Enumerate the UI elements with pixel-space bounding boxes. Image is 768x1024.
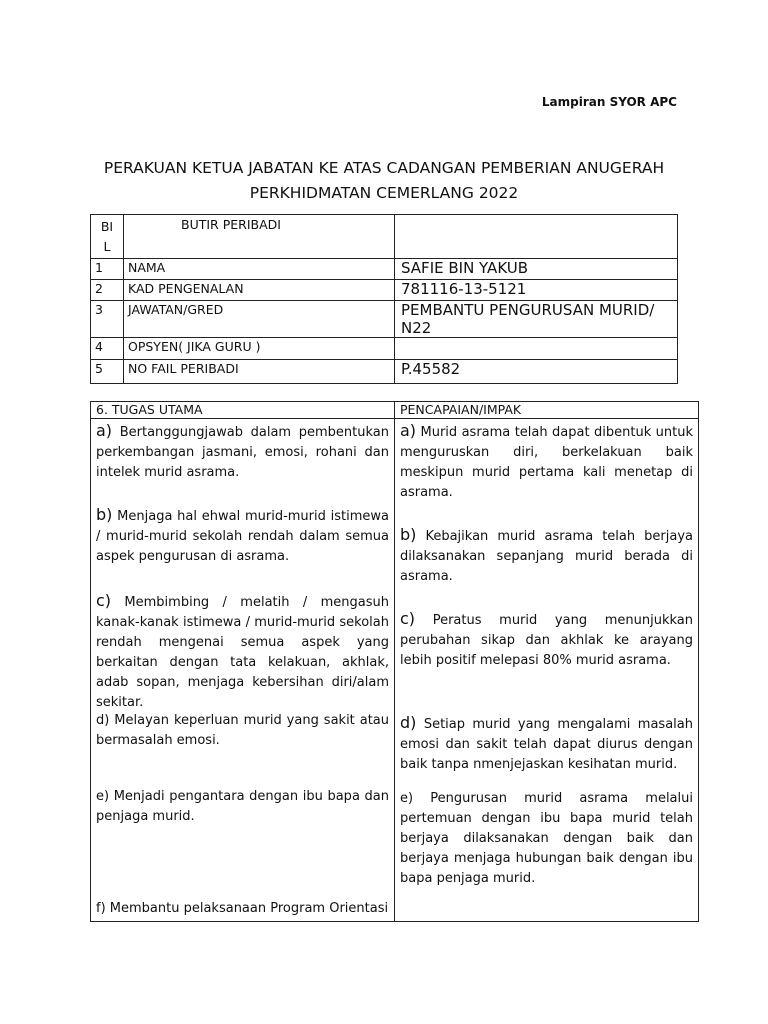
pencapaian-item — [400, 421, 693, 525]
bil-header — [91, 215, 124, 259]
butir-peribadi-table — [90, 214, 678, 384]
pencapaian-item — [400, 525, 693, 609]
bil-header-line-2: L — [103, 239, 111, 254]
item-text: Melayan keperluan murid yang sakit atau bermasalah emosi. — [96, 713, 389, 748]
value-header — [395, 215, 678, 259]
lampiran-label: Lampiran SYOR APC — [541, 95, 677, 109]
row-number: 5 — [91, 360, 124, 384]
item-text: Membantu pelaksanaan Program Orientasi — [109, 901, 389, 916]
tugas-item — [96, 899, 389, 919]
table-row — [91, 259, 678, 280]
pencapaian-item — [400, 713, 693, 789]
document-title — [90, 156, 678, 206]
item-letter: a) — [400, 421, 417, 440]
item-text: Bertanggungjawab dalam pembentukan perkembangan jasmani, emosi, rohani dan intelek murid asrama. — [96, 425, 389, 480]
item-text: Peratus murid yang menunjukkan perubahan sikap dan akhlak ke arayang lebih positif melepasi 80% murid asrama. — [400, 613, 693, 668]
butir-header: BUTIR PERIBADI — [124, 215, 395, 259]
bil-header-line-1: BI — [100, 219, 114, 234]
item-letter: a) — [96, 421, 113, 440]
row-label: OPSYEN( JIKA GURU ) — [124, 338, 395, 360]
item-letter: f) — [96, 901, 106, 916]
row-number: 4 — [91, 338, 124, 360]
tugas-item — [96, 591, 389, 711]
item-text: Kebajikan murid asrama telah berjaya dilaksanakan sepanjang murid berada di asrama. — [400, 529, 693, 584]
title-line-1: PERAKUAN KETUA JABATAN KE ATAS CADANGAN PEMBERIAN ANUGERAH — [103, 159, 665, 177]
item-text: Menjadi pengantara dengan ibu bapa dan penjaga murid. — [96, 789, 389, 824]
tugas-item — [96, 787, 389, 899]
item-letter: e) — [400, 791, 414, 806]
tugas-utama-table — [90, 401, 699, 922]
table-row — [91, 360, 678, 384]
row-value: SAFIE BIN YAKUB — [395, 259, 678, 280]
row-label: NAMA — [124, 259, 395, 280]
row-label: JAWATAN/GRED — [124, 301, 395, 338]
item-text: Setiap murid yang mengalami masalah emosi dan sakit telah dapat diurus dengan baik tanpa nmenjejaskan kesihatan murid. — [400, 717, 693, 772]
pencapaian-item — [400, 789, 693, 889]
tugas-item — [96, 711, 389, 787]
item-letter: c) — [400, 609, 416, 628]
table-row — [91, 301, 678, 338]
row-value — [395, 338, 678, 360]
row-value: PEMBANTU PENGURUSAN MURID/ N22 — [395, 301, 678, 338]
table-header-row — [91, 402, 699, 419]
tugas-column — [91, 419, 395, 922]
item-letter: d) — [96, 713, 110, 728]
row-label: NO FAIL PERIBADI — [124, 360, 395, 384]
table-row — [91, 419, 699, 922]
item-text: Membimbing / melatih / mengasuh kanak-kanak istimewa / murid-murid sekolah rendah mengenai semua aspek yang berkaitan dengan tata kelakuan, akhlak, adab sopan, menjaga kebersihan diri/alam sekitar. — [96, 595, 389, 710]
row-value: 781116-13-5121 — [395, 280, 678, 301]
table-row — [91, 280, 678, 301]
row-label: KAD PENGENALAN — [124, 280, 395, 301]
title-line-2: PERKHIDMATAN CEMERLANG 2022 — [249, 184, 519, 202]
item-letter: e) — [96, 789, 110, 804]
tugas-header: 6. TUGAS UTAMA — [91, 402, 395, 419]
pencapaian-column — [395, 419, 699, 922]
tugas-item — [96, 421, 389, 505]
table-header-row — [91, 215, 678, 259]
row-number: 3 — [91, 301, 124, 338]
item-text: Murid asrama telah dapat dibentuk untuk menguruskan diri, berkelakuan baik meskipun murid pertama kali menetap di asrama. — [400, 425, 693, 500]
row-value: P.45582 — [395, 360, 678, 384]
pencapaian-item — [400, 609, 693, 713]
table-row — [91, 338, 678, 360]
row-number: 1 — [91, 259, 124, 280]
pencapaian-header: PENCAPAIAN/IMPAK — [395, 402, 699, 419]
item-letter: b) — [96, 505, 113, 524]
item-letter: b) — [400, 525, 417, 544]
item-letter: c) — [96, 591, 112, 610]
row-number: 2 — [91, 280, 124, 301]
tugas-item — [96, 505, 389, 591]
item-text: Pengurusan murid asrama melalui pertemuan dengan ibu bapa murid telah berjaya dilaksanakan dengan baik dan berjaya menjaga hubungan baik dengan ibu bapa penjaga murid. — [400, 791, 693, 886]
item-letter: d) — [400, 713, 417, 732]
item-text: Menjaga hal ehwal murid-murid istimewa / murid-murid sekolah rendah dalam semua aspek pengurusan di asrama. — [96, 509, 389, 564]
